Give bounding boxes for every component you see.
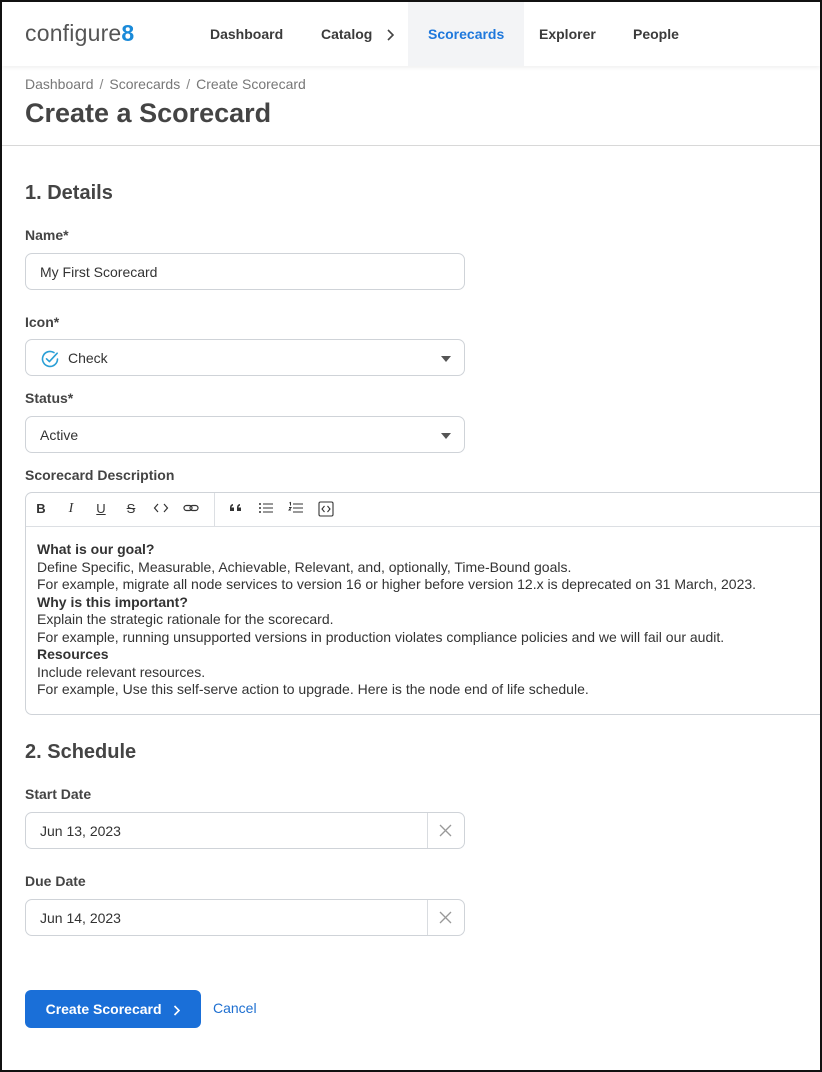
status-label: Status* xyxy=(25,390,74,406)
clear-icon[interactable] xyxy=(439,824,452,837)
header-divider xyxy=(2,145,820,146)
description-line: For example, migrate all node services to version 16 or higher before version 12.x is deprecated on 31 March, 2023. xyxy=(37,576,757,592)
start-date-label: Start Date xyxy=(25,786,92,802)
input-divider xyxy=(427,900,428,935)
strikethrough-button[interactable]: S xyxy=(126,501,136,516)
description-line: Define Specific, Measurable, Achievable, Relevant, and, optionally, Time-Bound goals. xyxy=(37,558,572,575)
name-input-value: My First Scorecard xyxy=(40,264,158,280)
blockquote-button[interactable] xyxy=(226,501,246,519)
breadcrumb-separator: / xyxy=(186,76,191,92)
ordered-list-button[interactable] xyxy=(286,501,306,519)
icon-select[interactable] xyxy=(25,339,465,376)
code-icon xyxy=(153,501,169,515)
nav-catalog[interactable] xyxy=(321,2,394,66)
icon-select-value: Check xyxy=(68,350,108,366)
cancel-button[interactable]: Cancel xyxy=(213,1000,257,1016)
nav-scorecards[interactable]: Scorecards xyxy=(408,2,524,66)
check-circle-icon xyxy=(40,349,60,369)
description-label: Scorecard Description xyxy=(25,467,175,483)
caret-down-icon xyxy=(441,356,451,362)
start-date-value: Jun 13, 2023 xyxy=(40,823,121,839)
link-button[interactable] xyxy=(181,501,201,519)
description-line: Explain the strategic rationale for the scorecard. xyxy=(37,611,334,627)
breadcrumb-current: Create Scorecard xyxy=(196,76,306,92)
status-select[interactable] xyxy=(25,416,465,453)
caret-down-icon xyxy=(441,433,451,439)
icon-label: Icon* xyxy=(25,314,60,330)
description-line: What is our goal? xyxy=(37,541,155,557)
description-editor[interactable] xyxy=(25,492,822,715)
details-section-title: 1. Details xyxy=(25,182,113,204)
logo[interactable] xyxy=(25,20,134,47)
code-block-button[interactable] xyxy=(316,501,336,519)
logo-text: configure xyxy=(25,20,122,46)
description-line: Include relevant resources. xyxy=(37,663,206,680)
bold-button[interactable]: B xyxy=(36,501,46,516)
top-nav xyxy=(2,2,820,66)
name-label: Name* xyxy=(25,227,69,243)
italic-button[interactable]: I xyxy=(68,501,74,516)
description-line: Resources xyxy=(37,646,109,662)
start-date-input[interactable] xyxy=(25,812,465,849)
create-scorecard-label: Create Scorecard xyxy=(45,1001,162,1017)
description-line: For example, running unsupported versions in production violates compliance policies and we will fail our audit. xyxy=(37,628,725,645)
code-block-icon xyxy=(318,501,334,517)
editor-toolbar xyxy=(26,493,822,527)
underline-button[interactable]: U xyxy=(96,501,106,516)
link-icon xyxy=(183,501,199,515)
bullet-list-icon xyxy=(258,501,274,515)
status-select-value: Active xyxy=(40,427,79,443)
nav-catalog-label: Catalog xyxy=(321,26,373,42)
input-divider xyxy=(427,813,428,848)
bullet-list-button[interactable] xyxy=(256,501,276,519)
ordered-list-icon xyxy=(288,501,304,515)
description-line: Why is this important? xyxy=(37,593,188,610)
breadcrumb xyxy=(25,76,306,92)
chevron-right-icon xyxy=(386,29,394,41)
description-line: For example, Use this self-serve action to upgrade. Here is the node end of life schedule. xyxy=(37,681,589,697)
nav-people[interactable]: People xyxy=(633,26,679,42)
due-date-input[interactable] xyxy=(25,899,465,936)
nav-dashboard[interactable]: Dashboard xyxy=(210,26,284,42)
quote-icon xyxy=(228,501,244,515)
breadcrumb-separator: / xyxy=(99,76,104,92)
due-date-value: Jun 14, 2023 xyxy=(40,910,121,926)
chevron-right-icon xyxy=(173,1005,180,1016)
code-button[interactable] xyxy=(151,501,171,519)
breadcrumb-scorecards[interactable]: Scorecards xyxy=(109,76,181,92)
logo-mark: 8 xyxy=(121,20,135,46)
create-scorecard-button[interactable] xyxy=(25,990,201,1028)
nav-explorer[interactable]: Explorer xyxy=(539,26,596,42)
toolbar-divider xyxy=(214,493,215,527)
schedule-section-title: 2. Schedule xyxy=(25,741,137,763)
clear-icon[interactable] xyxy=(439,911,452,924)
breadcrumb-dashboard[interactable]: Dashboard xyxy=(25,76,94,92)
due-date-label: Due Date xyxy=(25,873,86,889)
editor-content[interactable] xyxy=(37,541,756,699)
name-input[interactable] xyxy=(25,253,465,290)
page-title: Create a Scorecard xyxy=(25,98,272,128)
